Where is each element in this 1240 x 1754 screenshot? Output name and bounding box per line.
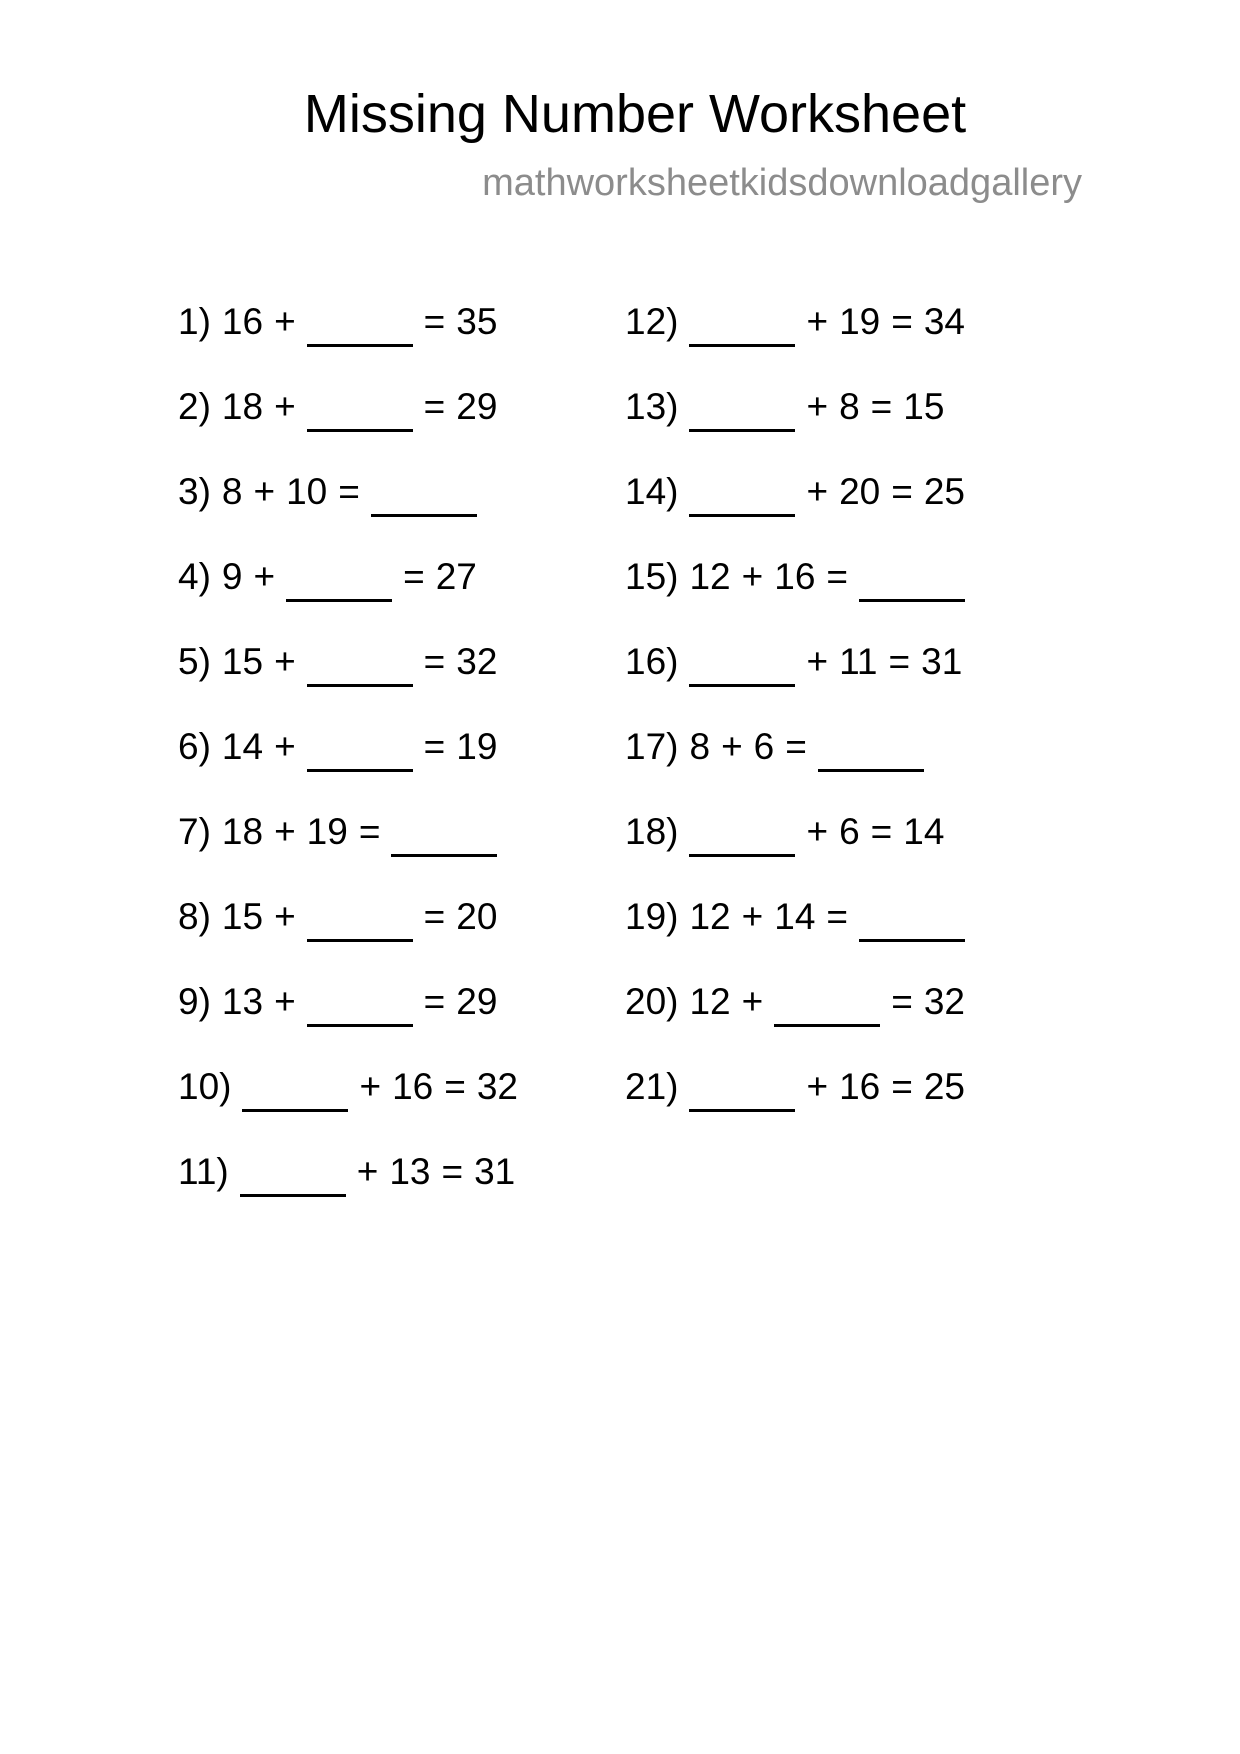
problem-expression	[689, 725, 934, 769]
answer-blank-sum[interactable]	[371, 470, 477, 514]
equals-operator: =	[423, 386, 446, 427]
problem-number: 12)	[625, 301, 679, 342]
worksheet-header	[0, 84, 1240, 206]
equals-operator: =	[870, 386, 893, 427]
answer-blank-operand_a[interactable]	[689, 300, 795, 344]
problem-expression	[222, 725, 498, 769]
answer-blank-operand_b[interactable]	[774, 980, 880, 1024]
plus-operator: +	[274, 811, 296, 852]
equals-operator: =	[888, 641, 911, 682]
problem-number: 3)	[178, 471, 211, 512]
problem-row	[625, 640, 1055, 725]
problem-row	[625, 470, 1055, 555]
operand-sum: 32	[476, 1066, 519, 1107]
equals-operator: =	[870, 811, 893, 852]
answer-blank-sum[interactable]	[818, 725, 924, 769]
answer-blank-sum[interactable]	[859, 555, 965, 599]
problem-row	[625, 895, 1055, 980]
plus-operator: +	[806, 811, 829, 852]
operand-operand_b: 16	[774, 556, 816, 597]
operand-operand_a: 12	[689, 896, 731, 937]
problem-expression	[689, 640, 962, 684]
problem-number: 16)	[625, 641, 679, 682]
problem-number: 21)	[625, 1066, 679, 1107]
problem-row	[178, 300, 598, 385]
problem-expression	[689, 980, 965, 1024]
operand-operand_a: 12	[689, 556, 731, 597]
worksheet-source-label: mathworksheetkidsdownloadgallery	[482, 162, 1082, 204]
problem-row	[625, 980, 1055, 1065]
answer-blank-operand_a[interactable]	[240, 1150, 346, 1194]
answer-blank-sum[interactable]	[859, 895, 965, 939]
answer-blank-operand_a[interactable]	[689, 640, 795, 684]
equals-operator: =	[891, 471, 913, 512]
operand-operand_a: 12	[689, 981, 731, 1022]
operand-operand_a: 9	[221, 556, 243, 597]
problem-number: 2)	[178, 386, 211, 427]
problem-number: 17)	[625, 726, 679, 767]
answer-blank-operand_b[interactable]	[307, 300, 413, 344]
plus-operator: +	[274, 386, 296, 427]
problem-expression	[242, 1065, 518, 1109]
problem-expression	[689, 385, 944, 429]
plus-operator: +	[806, 1066, 829, 1107]
problem-column-right	[625, 300, 1055, 1150]
operand-operand_a: 15	[221, 896, 264, 937]
problem-number: 15)	[625, 556, 679, 597]
problem-row	[625, 1065, 1055, 1150]
operand-sum: 31	[921, 641, 963, 682]
problem-number: 10)	[178, 1066, 232, 1107]
answer-blank-operand_a[interactable]	[689, 470, 795, 514]
operand-operand_a: 18	[221, 811, 264, 852]
plus-operator: +	[253, 471, 276, 512]
equals-operator: =	[785, 726, 807, 767]
plus-operator: +	[806, 641, 829, 682]
answer-blank-operand_a[interactable]	[689, 385, 795, 429]
problem-expression	[222, 300, 498, 344]
operand-operand_b: 16	[839, 1066, 881, 1107]
operand-sum: 32	[456, 641, 498, 682]
equals-operator: =	[423, 726, 446, 767]
problem-row	[625, 385, 1055, 470]
problem-row	[625, 300, 1055, 385]
operand-operand_b: 8	[839, 386, 860, 427]
problem-number: 5)	[178, 641, 211, 682]
equals-operator: =	[891, 1066, 913, 1107]
operand-operand_b: 6	[839, 811, 860, 852]
problem-row	[625, 725, 1055, 810]
problem-row	[178, 810, 598, 895]
equals-operator: =	[826, 896, 849, 937]
operand-sum: 15	[903, 386, 945, 427]
operand-operand_b: 20	[839, 471, 881, 512]
problem-expression	[689, 1065, 965, 1109]
equals-operator: =	[441, 1151, 464, 1192]
problem-expression	[689, 470, 965, 514]
page-title: Missing Number Worksheet	[303, 84, 967, 144]
plus-operator: +	[741, 981, 764, 1022]
equals-operator: =	[338, 471, 360, 512]
plus-operator: +	[274, 641, 296, 682]
problem-number: 11)	[178, 1151, 229, 1192]
problem-number: 20)	[625, 981, 679, 1022]
operand-operand_b: 10	[286, 471, 328, 512]
problem-list	[0, 300, 1240, 1260]
operand-sum: 29	[456, 386, 498, 427]
problem-row	[178, 1150, 598, 1235]
problem-row	[625, 555, 1055, 640]
plus-operator: +	[274, 301, 296, 342]
operand-sum: 32	[923, 981, 966, 1022]
answer-blank-operand_b[interactable]	[307, 980, 413, 1024]
problem-number: 19)	[625, 896, 679, 937]
answer-blank-operand_b[interactable]	[307, 725, 413, 769]
operand-sum: 35	[456, 301, 498, 342]
equals-operator: =	[423, 896, 446, 937]
equals-operator: =	[444, 1066, 466, 1107]
operand-sum: 31	[474, 1151, 516, 1192]
answer-blank-operand_b[interactable]	[307, 385, 413, 429]
problem-number: 14)	[625, 471, 679, 512]
problem-number: 13)	[625, 386, 679, 427]
operand-operand_b: 19	[306, 811, 348, 852]
problem-expression	[689, 810, 944, 854]
operand-operand_b: 13	[389, 1151, 431, 1192]
answer-blank-operand_a[interactable]	[689, 810, 795, 854]
operand-sum: 25	[923, 1066, 966, 1107]
operand-operand_a: 16	[221, 301, 264, 342]
equals-operator: =	[423, 981, 446, 1022]
equals-operator: =	[826, 556, 849, 597]
problem-expression	[222, 810, 509, 854]
operand-sum: 20	[456, 896, 498, 937]
plus-operator: +	[806, 301, 829, 342]
operand-sum: 34	[923, 301, 966, 342]
operand-operand_a: 14	[221, 726, 264, 767]
plus-operator: +	[806, 386, 829, 427]
problem-expression	[222, 980, 498, 1024]
operand-operand_b: 11	[839, 641, 878, 682]
problem-number: 18)	[625, 811, 679, 852]
answer-blank-sum[interactable]	[391, 810, 497, 854]
equals-operator: =	[423, 301, 446, 342]
problem-number: 8)	[178, 896, 211, 937]
plus-operator: +	[359, 1066, 382, 1107]
problem-number: 6)	[178, 726, 211, 767]
problem-row	[178, 640, 598, 725]
plus-operator: +	[806, 471, 829, 512]
operand-operand_a: 18	[221, 386, 264, 427]
operand-sum: 27	[435, 556, 477, 597]
operand-sum: 14	[903, 811, 945, 852]
problem-number: 4)	[178, 556, 211, 597]
problem-expression	[689, 895, 976, 939]
problem-number: 9)	[178, 981, 211, 1022]
problem-expression	[240, 1150, 516, 1194]
problem-expression	[689, 300, 965, 344]
problem-row	[178, 980, 598, 1065]
operand-operand_a: 8	[689, 726, 711, 767]
problem-row	[178, 470, 598, 555]
problem-number: 1)	[178, 301, 211, 342]
operand-operand_a: 8	[221, 471, 243, 512]
plus-operator: +	[721, 726, 743, 767]
operand-operand_b: 14	[774, 896, 816, 937]
problem-row	[178, 895, 598, 980]
problem-expression	[689, 555, 976, 599]
equals-operator: =	[423, 641, 446, 682]
problem-row	[178, 725, 598, 810]
plus-operator: +	[274, 981, 296, 1022]
operand-operand_a: 15	[221, 641, 264, 682]
equals-operator: =	[891, 981, 913, 1022]
plus-operator: +	[741, 896, 764, 937]
problem-row	[178, 1065, 598, 1150]
operand-sum: 25	[923, 471, 966, 512]
problem-expression	[222, 385, 498, 429]
equals-operator: =	[403, 556, 425, 597]
plus-operator: +	[356, 1151, 379, 1192]
operand-operand_b: 6	[753, 726, 775, 767]
operand-sum: 19	[456, 726, 498, 767]
problem-expression	[222, 470, 488, 514]
operand-operand_b: 16	[392, 1066, 434, 1107]
plus-operator: +	[274, 726, 296, 767]
answer-blank-operand_b[interactable]	[307, 640, 413, 684]
plus-operator: +	[741, 556, 764, 597]
answer-blank-operand_a[interactable]	[689, 1065, 795, 1109]
problem-expression	[222, 895, 498, 939]
problem-number: 7)	[178, 811, 211, 852]
plus-operator: +	[253, 556, 276, 597]
operand-sum: 29	[456, 981, 498, 1022]
problem-expression	[222, 555, 477, 599]
problem-expression	[222, 640, 498, 684]
answer-blank-operand_a[interactable]	[242, 1065, 348, 1109]
problem-row	[178, 555, 598, 640]
equals-operator: =	[358, 811, 381, 852]
operand-operand_a: 13	[221, 981, 264, 1022]
equals-operator: =	[891, 301, 913, 342]
problem-column-left	[178, 300, 598, 1235]
problem-row	[178, 385, 598, 470]
problem-row	[625, 810, 1055, 895]
plus-operator: +	[274, 896, 296, 937]
answer-blank-operand_b[interactable]	[307, 895, 413, 939]
answer-blank-operand_b[interactable]	[286, 555, 392, 599]
operand-operand_b: 19	[839, 301, 881, 342]
